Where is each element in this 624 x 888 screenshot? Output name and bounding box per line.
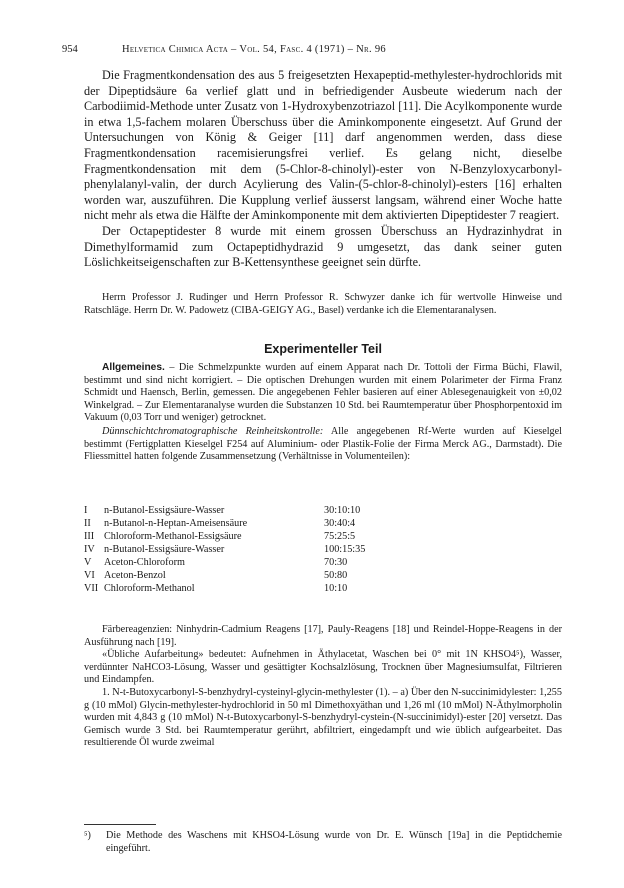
solvent-ratio: 70:30 (324, 557, 348, 568)
section-heading: Experimenteller Teil (264, 342, 382, 356)
footnote-marker: ⁵) (84, 830, 91, 841)
solvent-ratio: 30:10:10 (324, 505, 361, 516)
solvent-list (84, 504, 562, 595)
solvent-ratio: 100:15:35 (324, 544, 366, 555)
acknowledgement: Herrn Professor J. Rudinger und Herrn Professor R. Schwyzer danke ich für wertvolle Hinweise und Ratschläge. Herrn Dr. W. Padowetz (CIBA-GEIGY AG., Basel) verdanke ich die Elementaranalysen. (84, 292, 562, 316)
solvent-number: II (84, 518, 91, 529)
general-lead: Allgemeines. (102, 362, 165, 373)
solvent-name: Chloroform-Methanol (104, 583, 195, 594)
page-number: 954 (62, 44, 78, 55)
compound-paragraph: 1. N-t-Butoxycarbonyl-S-benzhydryl-cysteinyl-glycin-methylester (1). – a) Über den N-succinimidylester: 1,255 g (10 mMol) Glycin-methylester-hydrochlorid in 50 ml Dimethoxyäthan und 1,26 ml (10 mMol) N-Äthylmorpholin wurden mit 4,843 g (10 mMol) N-t-Butoxycarbonyl-S-benzhydryl-cystein-(N-succinimidyl)-ester [20] versetzt. Das Gemisch wurde 3 Std. bei Raumtemperatur gerührt, abfiltriert, eingedampft und wie üblich aufgearbeitet. Das resultierende Öl wurde zweimal (84, 686, 562, 749)
intro-text (84, 68, 562, 271)
footnote (84, 830, 562, 855)
experimental-continued (84, 624, 562, 750)
paragraph: Der Octapeptidester 8 wurde mit einem grossen Überschuss an Hydrazinhydrat in Dimethylformamid zum Octapeptidhydrazid 9 umgesetzt, das dank seiner guten Löslichkeitseigenschaften zur B-Kettensynthese geeignet sein dürfte. (84, 223, 562, 270)
solvent-ratio: 30:40:4 (324, 518, 356, 529)
solvent-name: n-Butanol-Essigsäure-Wasser (104, 544, 225, 555)
solvent-number: III (84, 531, 95, 542)
footnote-divider (84, 824, 156, 825)
list-item (84, 543, 562, 556)
reagents-paragraph: Färbereagenzien: Ninhydrin-Cadmium Reagens [17], Pauly-Reagens [18] und Reindel-Hoppe-Reagens in der Ausführung nach [19]. (84, 624, 562, 648)
experimental-general (84, 362, 562, 465)
solvent-number: VI (84, 570, 95, 581)
list-item (84, 517, 562, 530)
solvent-name: Chloroform-Methanol-Essigsäure (104, 531, 242, 542)
solvent-ratio: 50:80 (324, 570, 348, 581)
journal-citation: Helvetica Chimica Acta – Vol. 54, Fasc. 4 (1971) – Nr. 96 (122, 44, 386, 55)
list-item (84, 530, 562, 543)
solvent-ratio: 75:25:5 (324, 531, 356, 542)
list-item (84, 504, 562, 517)
solvent-number: IV (84, 544, 95, 555)
workup-paragraph: «Übliche Aufarbeitung» bedeutet: Aufnehmen in Äthylacetat, Waschen bei 0° mit 1N KHSO4⁵), Wasser, verdünnter NaHCO3-Lösung, Wasser und gesättigter Kochsalzlösung, Trocknen über Magnesiumsulfat, Filtrieren und Eindampfen. (84, 649, 562, 686)
running-header (62, 44, 562, 55)
general-text: – Die Schmelzpunkte wurden auf einem Apparat nach Dr. Tottoli der Firma Büchi, Flawil, bestimmt und sind nicht korrigiert. – Die optischen Drehungen wurden mit einem Polarimeter der Firma Franz Schmidt und Haensch, Berlin, gemessen. Die angegebenen Fehler basieren auf einer Ablesegenauigkeit von ±0,02 Winkelgrad. – Zur Elementaranalyse wurden die Substanzen 10 Std. bei Raumtemperatur über Phosphorpentoxid im Vakuum (0,03 Torr und weniger) getrocknet. (84, 362, 563, 424)
tlc-lead: Dünnschichtchromatographische Reinheitskontrolle: (102, 425, 324, 437)
solvent-name: n-Butanol-n-Heptan-Ameisensäure (104, 518, 248, 529)
solvent-name: n-Butanol-Essigsäure-Wasser (104, 505, 225, 516)
paragraph: Die Fragmentkondensation des aus 5 freigesetzten Hexapeptid-methylester-hydrochlorids mit der Dipeptidsäure 6a verlief glatt und in befriedigender Ausbeute wiederum nach der Carbodiimid-Methode unter Zusatz von 1-Hydroxybenzotriazol [11]. Die Acylkomponente wurde in etwa 1,5-fachem molaren Überschuss über die Aminkomponente eingesetzt. Auf Grund der Untersuchungen von König & Geiger [11] darf angenommen werden, dass diese Fragmentkondensation racemisierungsfrei verlief. Es gelang nicht, dieselbe Fragmentkondensation mit dem (5-Chlor-8-chinolyl)-ester von N-Benzyloxycarbonyl-phenylalanyl-valin, der durch Acylierung des Valin-(5-chlor-8-chinolyl)-esters [16] erhalten worden war, auszuführen. Die Kupplung verlief äusserst langsam, während einer Woche hatte nicht mehr als etwa die Hälfte der Aminkomponente mit dem aktivierten Dipeptidester 7 reagiert. (84, 68, 562, 223)
tlc-text: Alle angegebenen Rf-Werte wurden auf Kieselgel bestimmt (Fertigplatten Kieselgel F254 auf Aluminium- oder Plastik-Folie der Firma Merck AG., Darmstadt). Die Fliessmittel hatten folgende Zusammensetzung (Verhältnisse in Volumenteilen): (84, 425, 563, 463)
footnote-text: Die Methode des Waschens mit KHSO4-Lösung wurde von Dr. E. Wünsch [19a] in die Peptidchemie eingeführt. (106, 830, 562, 854)
solvent-name: Aceton-Chloroform (104, 557, 185, 568)
tlc-paragraph (84, 426, 562, 464)
list-item (84, 569, 562, 582)
solvent-ratio: 10:10 (324, 583, 348, 594)
general-paragraph (84, 362, 562, 425)
solvent-number: V (84, 557, 92, 568)
solvent-name: Aceton-Benzol (104, 570, 166, 581)
list-item (84, 582, 562, 595)
solvent-number: I (84, 505, 88, 516)
list-item (84, 556, 562, 569)
solvent-number: VII (84, 583, 99, 594)
